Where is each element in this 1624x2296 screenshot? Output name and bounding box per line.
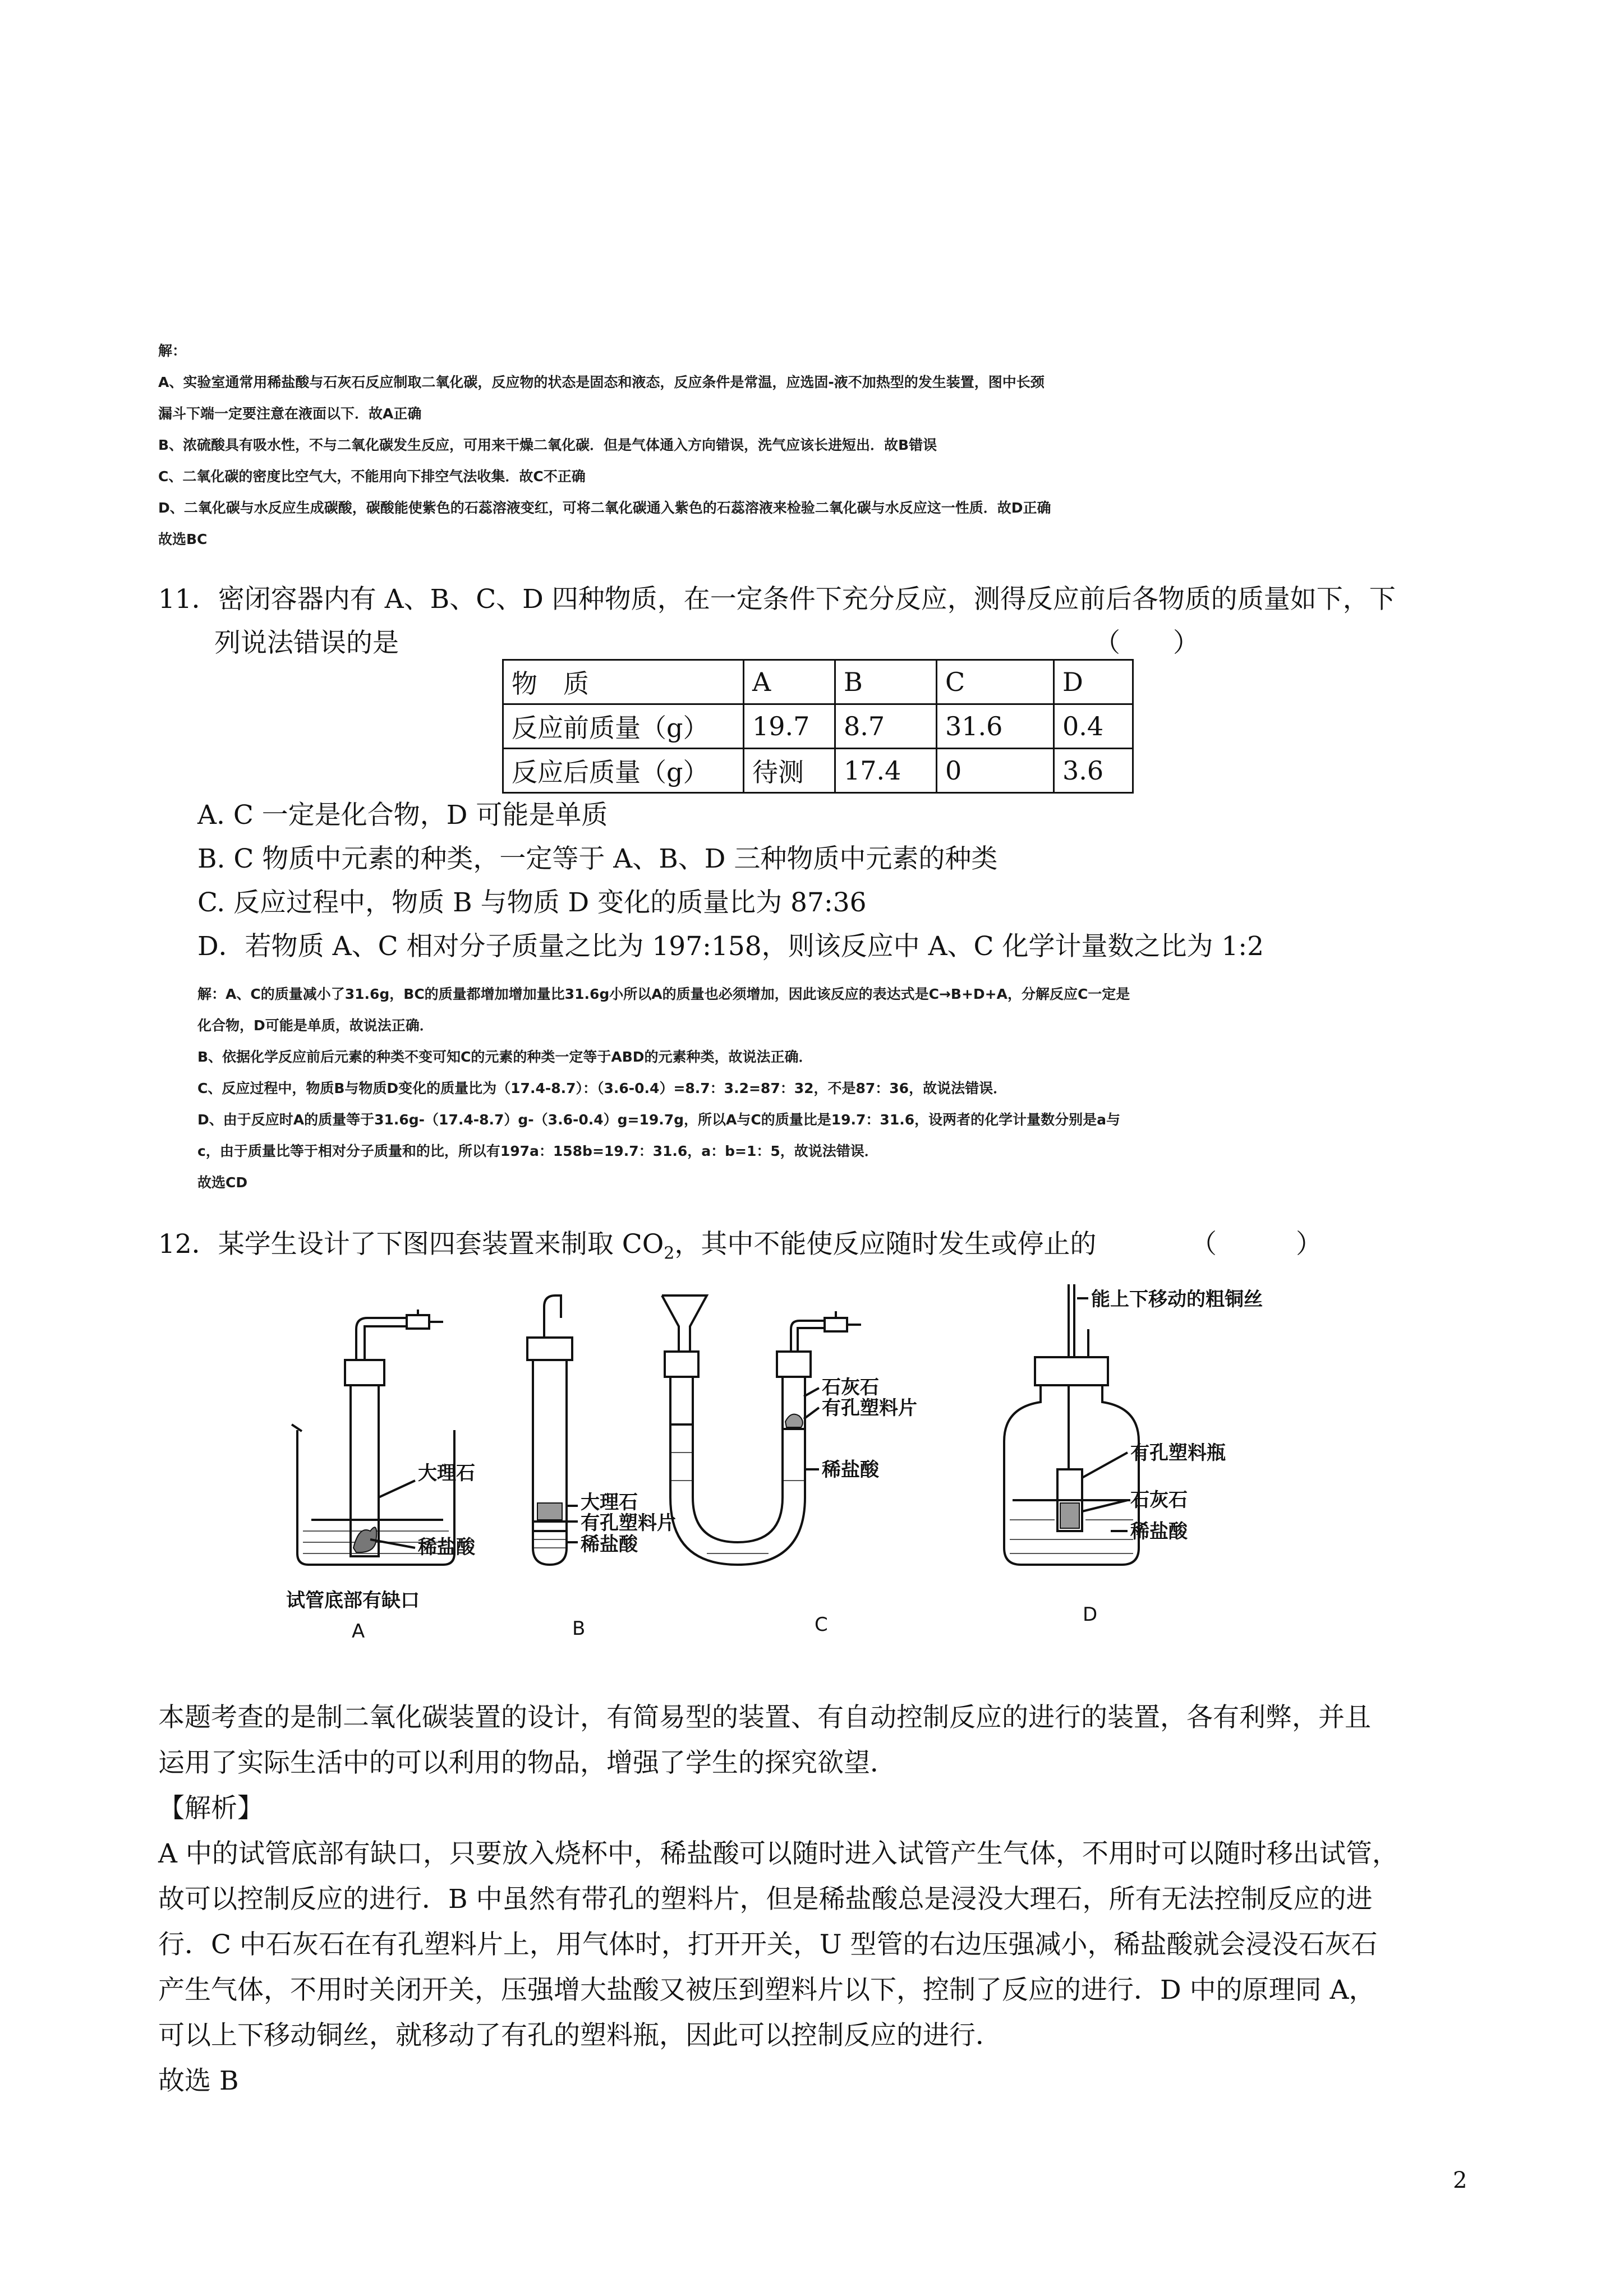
table-cell: 31.6 bbox=[937, 704, 1054, 749]
answer-blank: （ ） bbox=[1190, 1229, 1322, 1260]
table-header-row bbox=[503, 660, 1133, 704]
apparatus-c bbox=[662, 1295, 861, 1565]
solution-line: D、二氧化碳与水反应生成碳酸，碳酸能使紫色的石蕊溶液变红，可将二氧化碳通入紫色的石蕊溶液来检验二氧化碳与水反应这一性质．故D正确 bbox=[158, 500, 1051, 516]
analysis-intro: 运用了实际生活中的可以利用的物品，增强了学生的探究欲望． bbox=[158, 1748, 896, 1778]
analysis-line: 产生气体，不用时关闭开关，压强增大盐酸又被压到塑料片以下，控制了反应的进行．D 中的原理同 A， bbox=[158, 1975, 1375, 2005]
table-cell: 19.7 bbox=[744, 704, 835, 749]
solution-line: B、浓硫酸具有吸水性，不与二氧化碳发生反应，可用来干燥二氧化碳．但是气体通入方向错误，洗气应该长进短出．故B错误 bbox=[158, 437, 937, 453]
label-plate-b: 有孔塑料片 bbox=[581, 1512, 676, 1534]
u-tube bbox=[670, 1368, 805, 1565]
table-cell: 反应前质量（g） bbox=[503, 704, 744, 749]
solution-line: C、反应过程中，物质B与物质D变化的质量比为（17.4-8.7）：（3.6-0.4）=8.7：3.2=87：32，不是87：36，故说法错误． bbox=[197, 1080, 1007, 1096]
marble-layer bbox=[537, 1503, 562, 1520]
solution-11 bbox=[197, 979, 1544, 1198]
solution-line: C、二氧化碳的密度比空气大，不能用向下排空气法收集．故C不正确 bbox=[158, 468, 586, 485]
option-b: B. C 物质中元素的种类，一定等于 A、B、D 三种物质中元素的种类 bbox=[197, 843, 998, 874]
analysis-line: A 中的试管底部有缺口，只要放入烧杯中，稀盐酸可以随时进入试管产生气体，不用时可以随时移出试管， bbox=[158, 1838, 1398, 1869]
stopper bbox=[345, 1360, 384, 1385]
label-acid-c: 稀盐酸 bbox=[822, 1459, 879, 1481]
question-12-stem bbox=[158, 1223, 1505, 1275]
solution-line: D、由于反应时A的质量等于31.6g-（17.4-8.7）g-（3.6-0.4）g=19.7g，所以A与C的质量比是19.7：31.6，设两者的化学计量数分别是a与 bbox=[197, 1112, 1120, 1128]
table-cell: 0.4 bbox=[1054, 704, 1133, 749]
table-row bbox=[503, 704, 1133, 749]
funnel bbox=[662, 1295, 707, 1352]
table-cell: D bbox=[1054, 660, 1133, 704]
label-bottle-d: 有孔塑料瓶 bbox=[1130, 1442, 1226, 1464]
solution-line: 解：A、C的质量减小了31.6g，BC的质量都增加增加量比31.6g小所以A的质量也必须增加，因此该反应的表达式是C→B+D+A，分解反应C一定是 bbox=[197, 986, 1130, 1002]
question-11-stem bbox=[158, 578, 1505, 665]
table-cell: 3.6 bbox=[1054, 749, 1133, 793]
table-cell: 0 bbox=[937, 749, 1054, 793]
table-cell: A bbox=[744, 660, 835, 704]
apparatus-figure bbox=[258, 1284, 1324, 1654]
question-stem-line: 12．某学生设计了下图四套装置来制取 CO bbox=[158, 1229, 664, 1260]
solution-line: 漏斗下端一定要注意在液面以下．故A正确 bbox=[158, 405, 422, 422]
table-cell: 8.7 bbox=[835, 704, 937, 749]
label-acid-a: 稀盐酸 bbox=[418, 1536, 475, 1559]
label-marble-a: 大理石 bbox=[418, 1462, 475, 1484]
label-limestone-d: 石灰石 bbox=[1130, 1489, 1188, 1511]
table-cell: 反应后质量（g） bbox=[503, 749, 744, 793]
question-stem-line: ，其中不能使反应随时发生或停止的 bbox=[674, 1229, 1097, 1260]
caption-b: B bbox=[572, 1617, 586, 1640]
question-stem-line: 11．密闭容器内有 A、B、C、D 四种物质，在一定条件下充分反应，测得反应前后各物质的质量如下，下 bbox=[158, 584, 1396, 615]
solution-line: 化合物，D可能是单质，故说法正确． bbox=[197, 1017, 434, 1034]
analysis-intro: 本题考查的是制二氧化碳装置的设计，有简易型的装置、有自动控制反应的进行的装置，各有利弊，并且 bbox=[158, 1702, 1371, 1733]
solution-line: A、实验室通常用稀盐酸与石灰石反应制取二氧化碳，反应物的状态是固态和液态，反应条件是常温，应选固-液不加热型的发生装置，图中长颈 bbox=[158, 374, 1045, 390]
option-c: C. 反应过程中，物质 B 与物质 D 变化的质量比为 87:36 bbox=[197, 887, 867, 918]
label-limestone-c: 石灰石 bbox=[822, 1376, 879, 1399]
caption-c: C bbox=[815, 1613, 828, 1636]
apparatus-b bbox=[527, 1295, 578, 1565]
stopper bbox=[527, 1338, 572, 1360]
table-row bbox=[503, 749, 1133, 793]
table-cell: C bbox=[937, 660, 1054, 704]
solution-line: 故选CD bbox=[197, 1174, 248, 1191]
page-number: 2 bbox=[1453, 2168, 1467, 2193]
option-d: D．若物质 A、C 相对分子质量之比为 197:158，则该反应中 A、C 化学计量数之比为 1:2 bbox=[197, 931, 1264, 962]
label-wire-d: 能上下移动的粗铜丝 bbox=[1091, 1288, 1263, 1311]
limestone bbox=[785, 1414, 803, 1427]
analysis-line: 故可以控制反应的进行．B 中虽然有带孔的塑料片，但是稀盐酸总是浸没大理石，所有无法控制反应的进 bbox=[158, 1884, 1373, 1915]
test-tube bbox=[533, 1352, 567, 1565]
solution-line: 故选BC bbox=[158, 531, 208, 547]
analysis-line: 行．C 中石灰石在有孔塑料片上，用气体时，打开开关，U 型管的右边压强减小，稀盐酸就会浸没石灰石 bbox=[158, 1929, 1378, 1960]
label-tube-note: 试管底部有缺口 bbox=[286, 1589, 420, 1612]
table-cell: 待测 bbox=[744, 749, 835, 793]
analysis-line: 可以上下移动铜丝，就移动了有孔的塑料瓶，因此可以控制反应的进行． bbox=[158, 2020, 1002, 2051]
caption-d: D bbox=[1083, 1603, 1098, 1626]
label-marble-b: 大理石 bbox=[581, 1491, 638, 1514]
mass-table bbox=[502, 659, 1134, 794]
table-cell: B bbox=[835, 660, 937, 704]
label-plate-c: 有孔塑料片 bbox=[822, 1397, 917, 1419]
analysis-answer: 故选 B bbox=[158, 2066, 239, 2096]
analysis bbox=[158, 1695, 1505, 2104]
solution-line: c，由于质量比等于相对分子质量和的比，所以有197a：158b=19.7：31.6，a：b=1：5，故说法错误． bbox=[197, 1143, 878, 1159]
apparatus-a bbox=[292, 1310, 454, 1565]
stopper bbox=[1035, 1357, 1108, 1385]
stopper bbox=[777, 1352, 811, 1377]
apparatus-d bbox=[1004, 1284, 1139, 1565]
caption-a: A bbox=[352, 1620, 365, 1643]
solution-line: 解： bbox=[158, 343, 187, 359]
option-a: A. C 一定是化合物，D 可能是单质 bbox=[197, 800, 608, 831]
question-stem-line: 列说法错误的是 bbox=[214, 628, 399, 658]
table-cell: 17.4 bbox=[835, 749, 937, 793]
label-acid-b: 稀盐酸 bbox=[581, 1533, 638, 1556]
answer-blank: （ ） bbox=[1094, 628, 1199, 658]
table-cell: 物 质 bbox=[503, 660, 744, 704]
subscript: 2 bbox=[664, 1243, 675, 1264]
solution-10 bbox=[158, 335, 1505, 555]
analysis-heading: 【解析】 bbox=[158, 1793, 264, 1824]
question-11-options bbox=[197, 794, 1544, 969]
stopper bbox=[665, 1352, 698, 1377]
solution-line: B、依据化学反应前后元素的种类不变可知C的元素的种类一定等于ABD的元素种类，故说法正确． bbox=[197, 1049, 813, 1065]
label-acid-d: 稀盐酸 bbox=[1130, 1520, 1188, 1543]
